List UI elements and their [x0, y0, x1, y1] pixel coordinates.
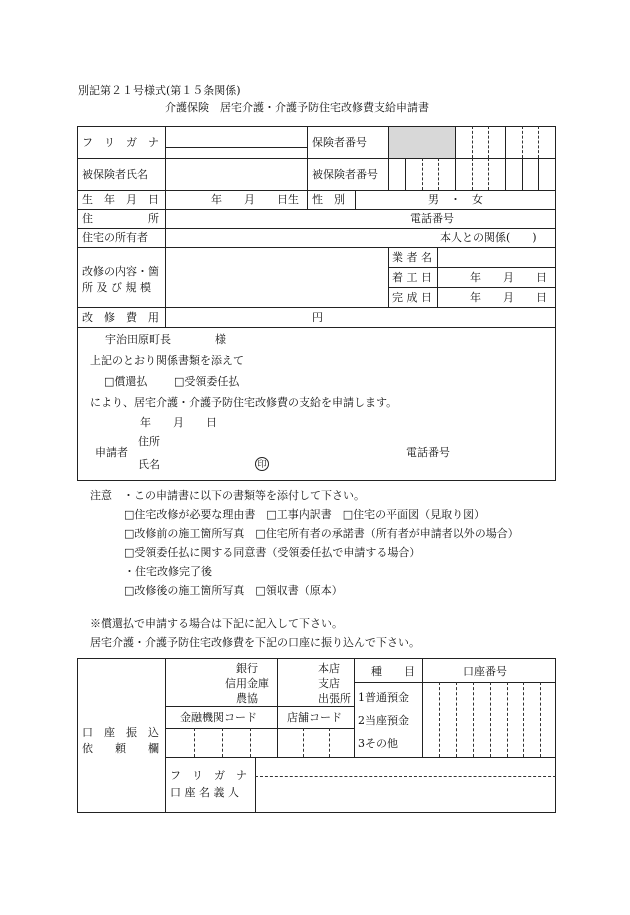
institution-code-label: 金融機関コード [180, 711, 257, 724]
application-date[interactable]: 年 月 日 [140, 416, 217, 429]
seal-mark: 印 [255, 457, 269, 471]
branch-option-branch[interactable]: 支店 [318, 677, 340, 690]
account-type-3[interactable]: 3その他 [358, 737, 398, 750]
note-line-4: ・住宅改修完了後 [124, 565, 212, 578]
insured-number-label: 被保険者番号 [312, 168, 378, 181]
birthdate-value[interactable]: 年 月 日生 [211, 193, 299, 206]
owner-label: 住宅の所有者 [82, 231, 148, 244]
completion-date-label: 完 成 日 [392, 291, 432, 304]
applicant-phone-label: 電話番号 [406, 446, 450, 459]
bank-note: 居宅介護・介護予防住宅改修費を下記の口座に振り込んで下さい。 [90, 636, 420, 649]
mayor-address: 宇治田原町長 様 [105, 333, 226, 346]
account-type-1[interactable]: 1普通預金 [358, 691, 409, 704]
note-line-2: □改修前の施工箇所写真 □住宅所有者の承諾書（所有者が申請者以外の場合） [124, 527, 519, 540]
account-holder-label: 口 座 名 義 人 [170, 786, 239, 799]
note-line-1: □住宅改修が必要な理由書 □工事内訳書 □住宅の平面図（見取り図） [124, 508, 486, 521]
bank-option-agri[interactable]: 農協 [236, 692, 258, 705]
cost-yen: 円 [312, 311, 323, 324]
vendor-label: 業 者 名 [392, 251, 432, 264]
renovation-label-2: 所 及 び 規 模 [82, 281, 151, 294]
sex-options[interactable]: 男 ・ 女 [428, 193, 483, 206]
note-line-3: □受領委任払に関する同意書（受領委任払で申請する場合） [124, 546, 421, 559]
sex-label: 性 別 [312, 193, 345, 206]
address-label: 住 所 [82, 212, 159, 225]
start-date-value[interactable]: 年 月 日 [470, 271, 547, 284]
applicant-address-label: 住所 [138, 435, 160, 448]
refund-note: ※償還払で申請する場合は下記に記入して下さい。 [90, 617, 343, 630]
insurer-number-label: 保険者番号 [312, 136, 367, 149]
bank-option-credit[interactable]: 信用金庫 [225, 677, 269, 690]
form-id: 別記第２１号様式(第１５条関係) [78, 84, 241, 97]
insured-name-label: 被保険者氏名 [82, 168, 148, 181]
bank-option-bank[interactable]: 銀行 [236, 662, 258, 675]
account-type-header: 種 目 [371, 665, 415, 678]
note-line-5: □改修後の施工箇所写真 □領収書（原本） [124, 584, 343, 597]
owner-relation[interactable]: 本人との関係( ) [440, 231, 537, 244]
birthdate-label: 生 年 月 日 [82, 193, 159, 206]
option-refund-checkbox[interactable]: □償還払 [104, 375, 148, 388]
branch-option-main[interactable]: 本店 [318, 662, 340, 675]
insurer-number-shaded [389, 127, 455, 158]
start-date-label: 着 工 日 [392, 271, 432, 284]
apply-text: により、居宅介護・介護予防住宅改修費の支給を申請します。 [90, 396, 398, 409]
attach-text: 上記のとおり関係書類を添えて [90, 354, 244, 367]
branch-option-sub[interactable]: 出張所 [318, 692, 351, 705]
bank-section-label-2: 依 頼 欄 [82, 742, 159, 755]
account-number-header: 口座番号 [463, 665, 507, 678]
account-holder-input[interactable] [256, 777, 555, 812]
page-title: 介護保険 居宅介護・介護予防住宅改修費支給申請書 [165, 101, 429, 114]
applicant-label: 申請者 [95, 446, 128, 459]
furigana-label: フ リ ガ ナ [82, 136, 159, 149]
branch-code-label: 店舗コード [287, 711, 342, 724]
option-proxy-checkbox[interactable]: □受領委任払 [174, 375, 240, 388]
cost-label: 改 修 費 用 [82, 311, 159, 324]
furigana-input[interactable] [166, 127, 307, 147]
insured-name-input[interactable] [166, 148, 307, 190]
notes-title: 注意 ・この申請書に以下の書類等を添付して下さい。 [90, 489, 365, 502]
address-phone-label: 電話番号 [410, 212, 454, 225]
completion-date-value[interactable]: 年 月 日 [470, 291, 547, 304]
applicant-name-label: 氏名 [138, 458, 160, 471]
holder-furigana-label: フ リ ガ ナ [170, 769, 247, 782]
renovation-label-1: 改修の内容・箇 [82, 265, 159, 278]
bank-section-label-1: 口 座 振 込 [82, 726, 159, 739]
account-type-2[interactable]: 2当座預金 [358, 714, 409, 727]
